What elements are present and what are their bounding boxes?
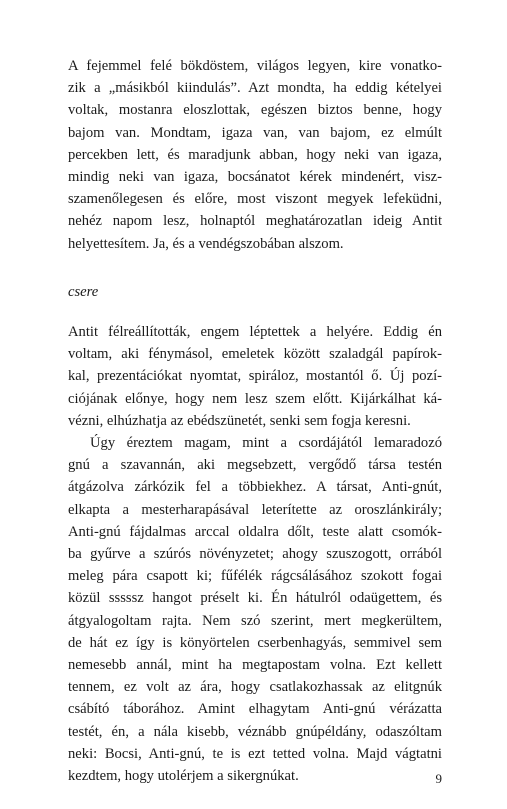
paragraph-2 [68, 321, 442, 787]
text-line: elkapta a mesterharapásával leterítette az oroszlánkirály; [68, 501, 442, 518]
text-line: szamenőlegesen és előre, most viszont megyek lefeküdni, [68, 191, 442, 208]
text-line: nemesebb annál, mint ha megtapostam volna. Ezt kellett [68, 657, 442, 674]
text-line: Antit félreállították, engem léptettek a helyére. Eddig én [68, 324, 442, 340]
text-line: voltak, mostanra eloszlottak, egészen biztos benne, hogy [68, 102, 442, 119]
paragraph-1 [68, 55, 442, 255]
text-line: helyettesítem. Ja, és a vendégszobában alszom. [68, 235, 344, 252]
text-line: testét, én, a nála kisebb, véznább gnúpéldány, odaszóltam [68, 723, 442, 740]
text-line: nehéz napom lesz, holnaptól meghatározatlan ideig Antit [68, 213, 442, 230]
text-line: percekben lett, és maradjunk abban, hogy neki van igaza, [68, 146, 442, 163]
text-line: mindig neki van igaza, bocsánatot kérek mindenért, visz- [68, 169, 442, 186]
text-line: bajom van. Mondtam, igaza van, van bajom, ez elmúlt [68, 124, 442, 141]
text-line: neki: Bocsi, Anti-gnú, te is ezt tetted volna. Majd vágtatni [68, 745, 442, 762]
text-line: Anti-gnú fájdalmas arccal oldalra dőlt, teste alatt csomók- [68, 523, 442, 540]
text-line: A fejemmel felé bökdöstem, világos legyen, kire vonatko- [68, 58, 442, 74]
text-line: átgyalogoltam rajta. Nem szó szerint, mert megkerültem, [68, 612, 442, 629]
text-line: ba gyűrve a szúrós növényzetet; ahogy szuszogott, orrából [68, 546, 442, 563]
page-number: 9 [435, 771, 442, 786]
text-line: közül sssssz hangot préselt ki. Én hátulról odaügettem, és [68, 590, 442, 607]
text-line: zik a „másikból kiindulás”. Azt mondta, ha eddig kételyei [68, 80, 442, 97]
text-line: csábító táborához. Amint elhagytam Anti-gnú vérázatta [68, 701, 442, 718]
text-line: meleg pára csapott ki; fűfélék rágcsálásához szokott fogai [68, 568, 442, 585]
text-line: vézni, elhúzhatja az ebédszünetét, senki sem fogja keresni. [68, 412, 411, 429]
text-line: de hát ez így is könyörtelen cserbenhagyás, semmivel sem [68, 634, 442, 651]
text-line: átgázolva zárkózik fel a többiekhez. A társat, Anti-gnút, [68, 479, 442, 496]
text-line: voltam, aki fénymásol, emeletek között szaladgál papírok- [68, 346, 442, 363]
text-line: gnú a szavannán, aki megsebzett, vergődő társa testén [68, 457, 442, 474]
text-line: tennem, ez volt az ára, hogy csatlakozhassak az elitgnúk [68, 679, 442, 696]
text-line: kal, prezentációkat nyomtat, spiráloz, mostantól ő. Új pozí- [68, 368, 442, 385]
section-heading: csere [68, 284, 99, 300]
text-line: ciójának előnye, hogy nem lesz szem előtt. Kijárkálhat ká- [68, 390, 442, 407]
text-line: Úgy éreztem magam, mint a csordájától lemaradozó [90, 435, 442, 452]
text-line: kezdtem, hogy utolérjem a sikergnúkat. [68, 768, 299, 785]
